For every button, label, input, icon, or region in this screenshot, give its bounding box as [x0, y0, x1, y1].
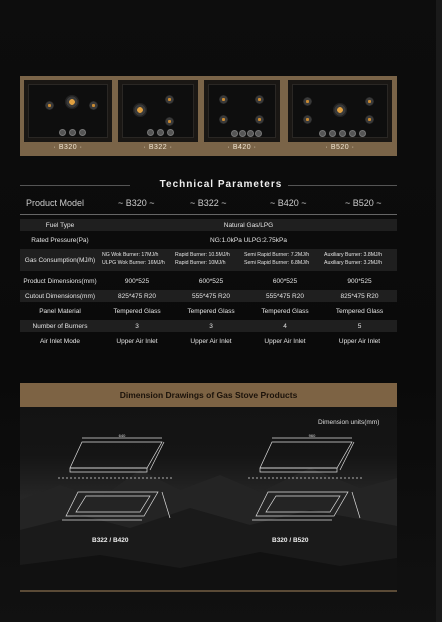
cell-b420: 555*475 R20: [266, 292, 304, 300]
dim-640: 640: [118, 433, 126, 438]
burner-icon: [65, 95, 79, 109]
table-row: [20, 305, 397, 317]
gas-text: NG Wok Burner: 17MJ/h: [102, 252, 159, 258]
product-label-b322: · B322 ·: [143, 144, 173, 151]
dimension-units: Dimension units(mm): [318, 419, 380, 426]
knob-icon: [247, 130, 254, 137]
burner-icon: [365, 115, 374, 124]
burner-icon: [219, 95, 228, 104]
cell-b320: 825*475 R20: [118, 292, 156, 300]
fuel-type-label: Fuel Type: [45, 221, 75, 229]
divider: [288, 185, 397, 186]
footer-line: [20, 590, 397, 592]
cell-b320: 3: [135, 322, 139, 330]
cutout-dim-label: Cutout Dimensions(mm): [24, 292, 96, 300]
cell-b520: 900*525: [347, 277, 372, 285]
gas-text: Auxiliary Burner: 3.8MJ/h: [324, 252, 382, 258]
knob-icon: [167, 129, 174, 136]
burner-icon: [255, 115, 264, 124]
panel-material-label: Panel Material: [39, 307, 81, 315]
technical-title: Technical Parameters: [159, 179, 283, 190]
burner-icon: [133, 103, 147, 117]
cell-b322: 555*475 R20: [192, 292, 230, 300]
burner-icon: [89, 101, 98, 110]
dimension-title: Dimension Drawings of Gas Stove Products: [119, 390, 298, 400]
knob-icon: [329, 130, 336, 137]
product-dim-label: Product Dimensions(mm): [23, 277, 97, 285]
cell-b520: 825*475 R20: [340, 292, 379, 300]
cell-b520: Upper Air Inlet: [338, 337, 381, 345]
gas-consumption-label: Gas Consumption(MJ/h): [24, 256, 96, 264]
knob-icon: [339, 130, 346, 137]
burner-icon: [165, 117, 174, 126]
model-b322: ~ B322 ~: [190, 198, 227, 208]
burner-icon: [303, 97, 312, 106]
product-label-b520: · B520 ·: [325, 144, 355, 151]
knob-icon: [239, 130, 246, 137]
gas-col-rapid: [175, 251, 230, 267]
gas-text: ULPG Wok Burner: 16MJ/h: [102, 260, 165, 266]
dim-960: 960: [308, 433, 316, 438]
burner-icon: [365, 97, 374, 106]
gas-text: Rapid Burner: 10MJ/h: [175, 260, 226, 266]
gas-col-wok: [102, 251, 165, 267]
knob-icon: [147, 129, 154, 136]
air-inlet-label: Air Inlet Mode: [39, 337, 81, 345]
fuel-type-value: Natural Gas/LPG: [223, 221, 274, 229]
burners-label: Number of Burners: [32, 322, 88, 330]
cell-b322: 600*525: [198, 277, 224, 285]
drawing-label-left: B322 / B420: [92, 537, 129, 544]
burner-icon: [45, 101, 54, 110]
burner-icon: [333, 103, 347, 117]
gas-text: Auxiliary Burner: 3.2MJ/h: [324, 260, 382, 266]
model-b520: ~ B520 ~: [345, 198, 382, 208]
model-header-label: Product Model: [26, 198, 85, 208]
knob-icon: [349, 130, 356, 137]
knob-icon: [231, 130, 238, 137]
burner-icon: [255, 95, 264, 104]
drawing-b322-b420: [52, 430, 182, 530]
cell-b322: 3: [209, 322, 213, 330]
model-b420: ~ B420 ~: [270, 198, 307, 208]
cell-b420: 600*525: [272, 277, 298, 285]
page-edge: [436, 0, 442, 622]
table-row: [20, 275, 397, 287]
pressure-value: NG:1.0kPa ULPG:2.75kPa: [210, 236, 287, 244]
gas-text: Semi Rapid Burner: 6.8MJ/h: [244, 260, 310, 266]
cell-b320: Upper Air Inlet: [116, 337, 158, 345]
cell-b320: 900*525: [124, 277, 150, 285]
burner-icon: [219, 115, 228, 124]
gas-col-semi-rapid: [244, 251, 309, 267]
knob-icon: [59, 129, 66, 136]
table-row: [20, 219, 397, 231]
cell-b520: Tempered Glass: [335, 307, 384, 315]
table-row: [20, 335, 397, 347]
cell-b320: Tempered Glass: [113, 307, 161, 315]
model-header-row: [20, 198, 397, 212]
gas-text: Semi Rapid Burner: 7.2MJ/h: [244, 252, 310, 258]
burner-icon: [165, 95, 174, 104]
product-strip: [20, 76, 397, 156]
drawing-b320-b520: [242, 430, 372, 530]
table-row: [20, 290, 397, 302]
table-row: [20, 320, 397, 332]
cell-b420: 4: [283, 322, 287, 330]
divider: [20, 214, 397, 215]
cell-b520: 5: [357, 322, 362, 330]
pressure-label: Rated Pressure(Pa): [31, 236, 89, 244]
product-label-b420: · B420 ·: [227, 144, 257, 151]
knob-icon: [79, 129, 86, 136]
product-image-b420: [204, 80, 280, 142]
knob-icon: [157, 129, 164, 136]
knob-icon: [359, 130, 366, 137]
knob-icon: [255, 130, 262, 137]
burner-icon: [303, 115, 312, 124]
product-image-b322: [118, 80, 198, 142]
knob-icon: [69, 129, 76, 136]
knob-icon: [319, 130, 326, 137]
gas-text: Rapid Burner: 10.5MJ/h: [175, 252, 230, 258]
gas-col-auxiliary: [324, 251, 382, 267]
product-label-b320: · B320 ·: [53, 144, 83, 151]
cell-b322: Tempered Glass: [187, 307, 235, 315]
cell-b420: Tempered Glass: [261, 307, 309, 315]
model-b320: ~ B320 ~: [118, 198, 155, 208]
table-row: [20, 249, 397, 271]
product-image-b320: [24, 80, 112, 142]
cell-b322: Upper Air Inlet: [190, 337, 232, 345]
cell-b420: Upper Air Inlet: [264, 337, 306, 345]
drawing-label-right: B320 / B520: [272, 537, 309, 544]
table-row: [20, 234, 397, 246]
product-image-b520: [288, 80, 392, 142]
